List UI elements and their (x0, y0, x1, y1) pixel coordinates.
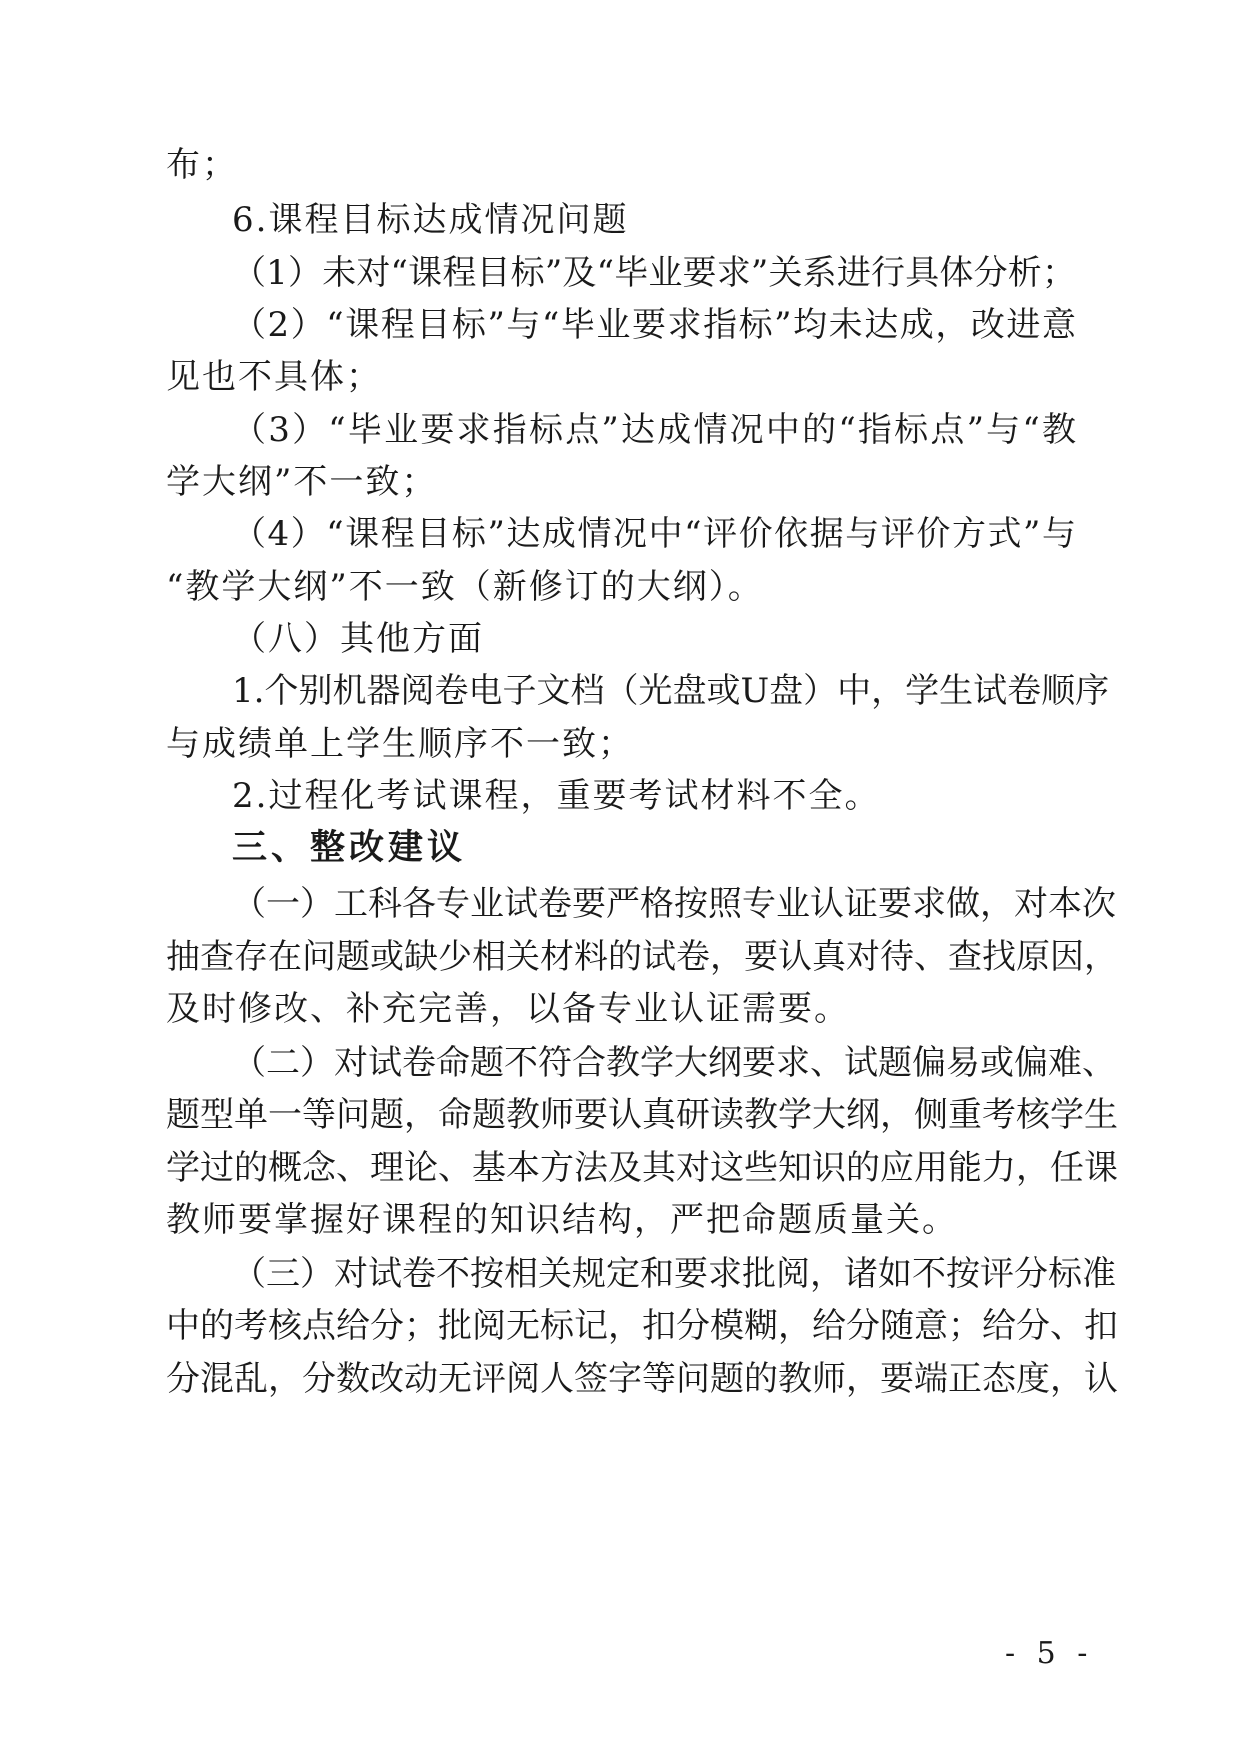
paragraph-line: 中的考核点给分；批阅无标记，扣分模糊，给分随意；给分、扣 (166, 1306, 1118, 1346)
paragraph-line: 学大纲”不一致； (166, 462, 438, 502)
paragraph-line: 及时修改、补充完善，以备专业认证需要。 (166, 989, 850, 1029)
paragraph-line: （1）未对“课程目标”及“毕业要求”关系进行具体分析； (232, 253, 1076, 293)
paragraph-line: 题型单一等问题，命题教师要认真研读教学大纲，侧重考核学生 (166, 1095, 1118, 1135)
paragraph-line: 学过的概念、理论、基本方法及其对这些知识的应用能力，任课 (166, 1148, 1118, 1188)
paragraph-line: 分混乱，分数改动无评阅人签字等问题的教师，要端正态度，认 (166, 1359, 1118, 1399)
subsection-title: （八）其他方面 (232, 619, 484, 659)
paragraph-line: （3）“毕业要求指标点”达成情况中的“指标点”与“教 (232, 410, 1076, 450)
paragraph-line: “教学大纲”不一致（新修订的大纲）。 (166, 567, 764, 607)
paragraph-line: 教师要掌握好课程的知识结构，严把命题质量关。 (166, 1200, 958, 1240)
page-number: - 5 - (1005, 1636, 1094, 1671)
paragraph-line: 2.过程化考试课程，重要考试材料不全。 (232, 776, 881, 816)
section-heading: 三、整改建议 (232, 828, 467, 868)
paragraph-line: （一）工科各专业试卷要严格按照专业认证要求做，对本次 (232, 884, 1116, 924)
paragraph-line: 见也不具体； (166, 357, 382, 397)
paragraph-line: （4）“课程目标”达成情况中“评价依据与评价方式”与 (232, 514, 1076, 554)
paragraph-line: 与成绩单上学生顺序不一致； (166, 724, 634, 764)
paragraph-line: 布； (166, 145, 238, 185)
paragraph-line: （二）对试卷命题不符合教学大纲要求、试题偏易或偏难、 (232, 1043, 1116, 1083)
paragraph-line: （三）对试卷不按相关规定和要求批阅，诸如不按评分标准 (232, 1254, 1116, 1294)
paragraph-line: 1.个别机器阅卷电子文档（光盘或U盘）中，学生试卷顺序 (232, 671, 1110, 711)
subsection-title: 6.课程目标达成情况问题 (232, 200, 629, 240)
paragraph-line: 抽查存在问题或缺少相关材料的试卷，要认真对待、查找原因， (166, 937, 1118, 977)
paragraph-line: （2）“课程目标”与“毕业要求指标”均未达成，改进意 (232, 305, 1076, 345)
